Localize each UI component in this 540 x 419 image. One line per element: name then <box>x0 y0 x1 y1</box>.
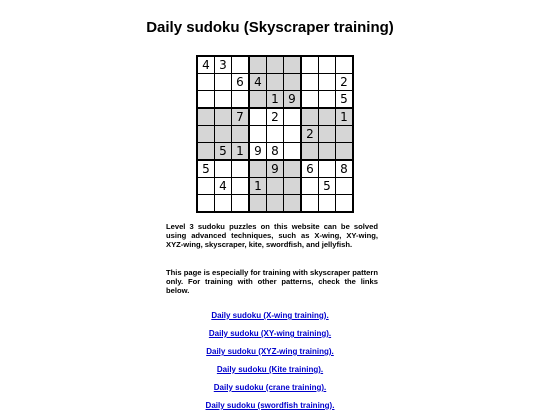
sudoku-cell <box>215 74 232 91</box>
sudoku-cell <box>319 91 336 109</box>
list-item <box>0 401 540 419</box>
sudoku-cell <box>301 108 319 126</box>
sudoku-board <box>196 55 348 209</box>
sudoku-cell <box>284 126 302 143</box>
sudoku-cell <box>215 160 232 178</box>
sudoku-cell: 9 <box>249 143 267 161</box>
sudoku-cell <box>284 178 302 195</box>
sudoku-cell: 2 <box>336 74 354 91</box>
sudoku-cell <box>215 108 232 126</box>
sudoku-cell: 6 <box>232 74 250 91</box>
sudoku-cell: 2 <box>301 126 319 143</box>
sudoku-cell <box>319 195 336 213</box>
sudoku-cell <box>197 143 215 161</box>
page-title: Daily sudoku (Skyscraper training) <box>146 19 394 36</box>
sudoku-cell <box>232 126 250 143</box>
sudoku-cell <box>319 126 336 143</box>
sudoku-cell <box>197 126 215 143</box>
list-item <box>0 383 540 401</box>
sudoku-cell <box>232 91 250 109</box>
sudoku-cell <box>249 91 267 109</box>
list-item <box>0 365 540 383</box>
sudoku-cell: 4 <box>197 56 215 74</box>
sudoku-cell <box>284 74 302 91</box>
sudoku-grid <box>196 55 354 213</box>
sudoku-cell: 5 <box>336 91 354 109</box>
sudoku-cell <box>284 160 302 178</box>
sudoku-cell <box>215 126 232 143</box>
sudoku-cell <box>232 160 250 178</box>
board-row <box>197 91 353 109</box>
training-links <box>0 311 540 419</box>
sudoku-cell <box>267 178 284 195</box>
sudoku-cell <box>249 160 267 178</box>
link-swordfish-training[interactable]: Daily sudoku (swordfish training). <box>205 401 335 410</box>
sudoku-cell <box>267 74 284 91</box>
sudoku-cell: 2 <box>267 108 284 126</box>
board-row <box>197 160 353 178</box>
sudoku-cell <box>249 56 267 74</box>
board-row <box>197 143 353 161</box>
training-paragraph: This page is especially for training with skyscraper pattern only. For training with other patterns, check the links below. <box>166 268 378 296</box>
sudoku-cell <box>301 74 319 91</box>
list-item <box>0 329 540 347</box>
sudoku-cell: 1 <box>336 108 354 126</box>
sudoku-cell <box>215 195 232 213</box>
sudoku-cell <box>284 108 302 126</box>
sudoku-cell: 1 <box>232 143 250 161</box>
sudoku-cell <box>336 126 354 143</box>
board-row <box>197 195 353 213</box>
sudoku-cell <box>267 195 284 213</box>
sudoku-cell: 3 <box>215 56 232 74</box>
sudoku-cell: 5 <box>215 143 232 161</box>
sudoku-cell <box>301 143 319 161</box>
sudoku-cell: 1 <box>249 178 267 195</box>
link-crane-training[interactable]: Daily sudoku (crane training). <box>213 383 327 392</box>
sudoku-cell: 4 <box>249 74 267 91</box>
sudoku-cell <box>197 108 215 126</box>
sudoku-cell <box>249 126 267 143</box>
sudoku-cell <box>319 160 336 178</box>
sudoku-cell <box>301 195 319 213</box>
sudoku-cell <box>267 126 284 143</box>
sudoku-cell <box>336 178 354 195</box>
sudoku-cell: 9 <box>267 160 284 178</box>
link-kite-training[interactable]: Daily sudoku (Kite training). <box>216 365 324 374</box>
sudoku-cell <box>249 195 267 213</box>
list-item <box>0 347 540 365</box>
sudoku-cell <box>284 56 302 74</box>
link-xyzwing-training[interactable]: Daily sudoku (XYZ-wing training). <box>206 347 334 356</box>
board-row <box>197 126 353 143</box>
sudoku-cell: 5 <box>319 178 336 195</box>
sudoku-cell: 9 <box>284 91 302 109</box>
sudoku-cell <box>232 178 250 195</box>
sudoku-cell <box>284 143 302 161</box>
sudoku-cell <box>197 178 215 195</box>
sudoku-cell: 6 <box>301 160 319 178</box>
sudoku-cell <box>336 56 354 74</box>
sudoku-cell: 5 <box>197 160 215 178</box>
sudoku-cell <box>197 91 215 109</box>
sudoku-cell: 4 <box>215 178 232 195</box>
sudoku-cell <box>301 56 319 74</box>
sudoku-cell <box>336 195 354 213</box>
sudoku-cell <box>232 56 250 74</box>
sudoku-cell <box>197 74 215 91</box>
list-item <box>0 311 540 329</box>
sudoku-cell <box>319 56 336 74</box>
board-row <box>197 178 353 195</box>
sudoku-cell <box>336 143 354 161</box>
sudoku-cell <box>319 143 336 161</box>
sudoku-cell <box>319 74 336 91</box>
sudoku-cell <box>215 91 232 109</box>
sudoku-cell: 7 <box>232 108 250 126</box>
sudoku-cell <box>301 178 319 195</box>
sudoku-cell <box>319 108 336 126</box>
sudoku-cell <box>284 195 302 213</box>
sudoku-cell <box>301 91 319 109</box>
board-row <box>197 108 353 126</box>
sudoku-cell: 8 <box>336 160 354 178</box>
link-xwing-training[interactable]: Daily sudoku (X-wing training). <box>211 311 329 320</box>
sudoku-cell: 8 <box>267 143 284 161</box>
intro-paragraph: Level 3 sudoku puzzles on this website can be solved using advanced techniques, such as X-wing, XY-wing, XYZ-wing, skyscraper, kite, swordfish, and jellyfish. <box>166 222 378 250</box>
board-row <box>197 56 353 74</box>
link-xywing-training[interactable]: Daily sudoku (XY-wing training). <box>208 329 332 338</box>
sudoku-cell <box>249 108 267 126</box>
sudoku-cell <box>197 195 215 213</box>
board-row <box>197 74 353 91</box>
sudoku-cell: 1 <box>267 91 284 109</box>
sudoku-cell <box>232 195 250 213</box>
sudoku-cell <box>267 56 284 74</box>
